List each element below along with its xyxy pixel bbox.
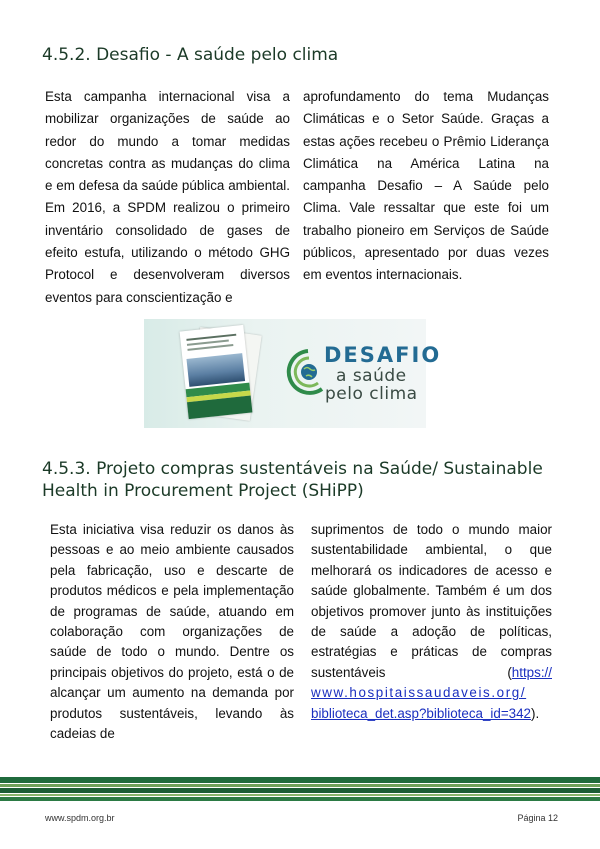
footer-stripe [0,788,600,793]
footer-page-number: Página 12 [517,813,558,823]
link-part-1[interactable]: https:// [511,664,552,680]
booklet-cover-image [180,325,253,419]
globe-logo-icon [282,347,328,397]
desafio-banner-image [144,319,442,428]
banner-subtitle-line2: pelo clima [325,384,418,404]
footer-stripe [0,777,600,783]
paragraph-shipp-left: Esta iniciativa visa reduzir os danos às pessoas e ao meio ambiente causados pela fabricação, uso e descarte de produtos médicos e pela implementação de programas de saúde, atuando em colaboração com organizações de saúde de todo o mundo. Dentre os principais objetivos do projeto, está o de alcançar um aumento na demanda por produtos sustentáveis, levando às cadeias de [50,522,294,742]
section-heading-desafio: 4.5.2. Desafio - A saúde pelo clima [42,45,339,65]
link-part-3[interactable]: biblioteca_det.asp?biblioteca_id=342 [311,705,532,721]
footer-stripe [0,784,600,787]
paragraph-shipp-right-end: ). [531,705,540,721]
paragraph-shipp-right [311,520,552,724]
footer-stripe [0,797,600,801]
banner-subtitle-line1: a saúde [336,366,407,386]
paragraph-shipp-right-text: suprimentos de todo o mundo maior sustentabilidade ambiental, o que melhorará os indicadores de acesso e saúde globalmente. Também é um dos objetivos promover junto às instituições de saúde a adoção de políticas, estratégias e práticas de compras sustentáveis ( [311,522,552,680]
link-part-2[interactable]: www.hospitaissaudaveis.org/ [311,685,527,701]
banner-title: DESAFIO [324,343,442,367]
section-heading-shipp: 4.5.3. Projeto compras sustentáveis na Saúde/ Sustainable Health in Procurement Project (SHiPP) [42,459,543,501]
paragraph-desafio-right: aprofundamento do tema Mudanças Climáticas e o Setor Saúde. Graças a estas ações recebeu o Prêmio Liderança Climática na América Latina na campanha Desafio – A Saúde pelo Clima. Vale ressaltar que este foi um trabalho pioneiro em Serviços de Saúde públicos, apresentado por duas vezes em eventos internacionais. [303,89,549,283]
paragraph-desafio-left: Esta campanha internacional visa a mobilizar organizações de saúde ao redor do mundo a tomar medidas concretas contra as mudanças do clima e em defesa da saúde pública ambiental. Em 2016, a SPDM realizou o primeiro inventário consolidado de gases de efeito estufa, utilizando o método GHG Protocol e desenvolveram diversos eventos para conscientização e [45,89,290,305]
footer-website: www.spdm.org.br [45,813,115,823]
footer-stripe [0,794,600,796]
